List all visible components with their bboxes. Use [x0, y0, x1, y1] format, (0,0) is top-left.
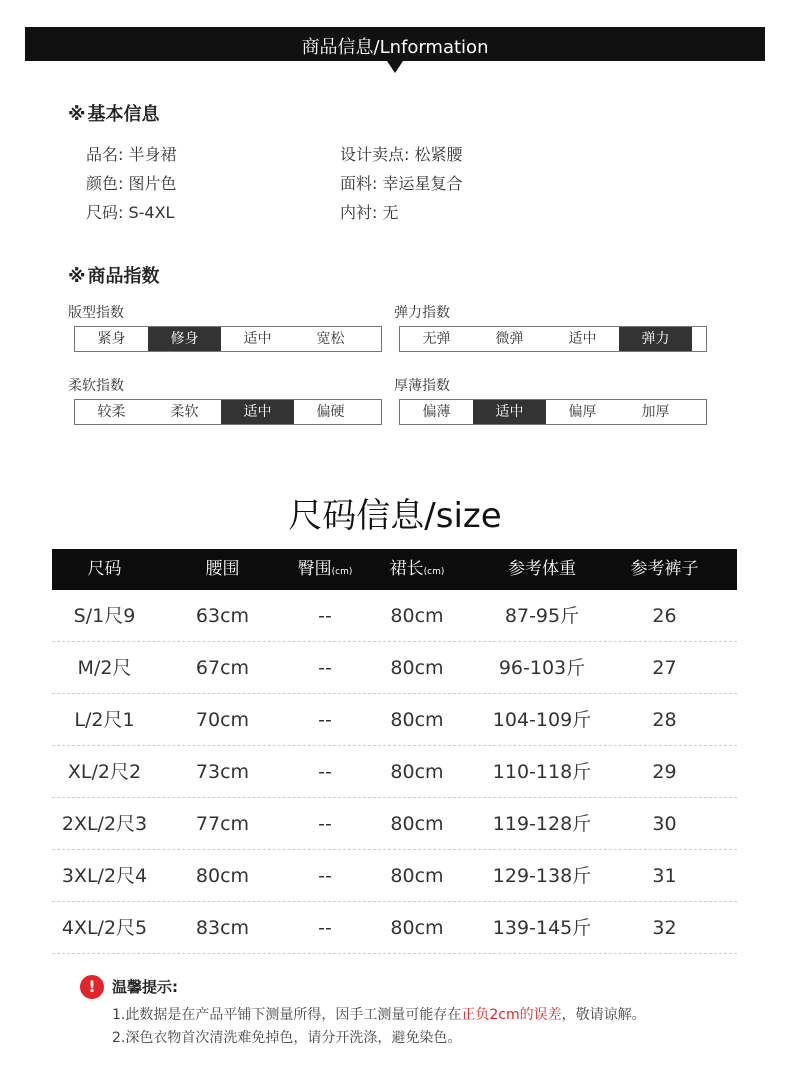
index-option: 偏薄 [422, 404, 451, 420]
cell-waist: 80cm [195, 865, 250, 887]
cell-weight: 96-103斤 [498, 657, 586, 679]
index-option: 较柔 [97, 404, 126, 420]
tip-note-2: 2.深色衣物首次清洗难免掉色，请分开洗涤，避免染色。 [112, 1030, 462, 1046]
index-option: 适中 [568, 331, 597, 347]
cell-pants: 30 [652, 813, 677, 835]
table-row [52, 746, 737, 798]
thickness-index-bar [399, 399, 707, 425]
fit-index-bar [74, 326, 382, 352]
softness-index-bar [74, 399, 382, 425]
table-row [52, 590, 737, 642]
stretch-index-title: 弹力指数 [394, 305, 450, 321]
cell-waist: 83cm [195, 917, 250, 939]
cell-size: L/2尺1 [74, 709, 135, 731]
cell-hip: -- [318, 605, 332, 627]
tip-note-1-highlight: 正负2cm的误差 [461, 1007, 562, 1023]
index-option: 偏厚 [568, 404, 597, 420]
col-header-size [52, 549, 157, 590]
index-option-active: 适中 [221, 400, 294, 424]
col-header-pants [612, 549, 717, 590]
cell-pants: 32 [652, 917, 677, 939]
tip-note-1 [112, 1004, 646, 1024]
col-header-label: 裙长 [389, 559, 424, 579]
info-color: 颜色: 图片色 [86, 174, 177, 193]
cell-length: 80cm [390, 605, 444, 627]
tip-note-1-prefix: 1.此数据是在产品平铺下测量所得，因手工测量可能存在 [112, 1007, 462, 1023]
cell-size: M/2尺 [77, 657, 132, 679]
cell-hip: -- [318, 813, 332, 835]
cell-hip: -- [318, 761, 332, 783]
cell-weight: 87-95斤 [504, 605, 580, 627]
col-header-label: 臀围 [297, 559, 332, 579]
cell-hip: -- [318, 917, 332, 939]
cell-length: 80cm [390, 657, 444, 679]
info-banner [25, 27, 765, 61]
col-header-waist [170, 549, 275, 590]
cell-waist: 73cm [195, 761, 250, 783]
cell-waist: 63cm [195, 605, 250, 627]
size-section-title: 尺码信息/size [288, 496, 502, 536]
index-option: 适中 [243, 331, 272, 347]
table-row [52, 850, 737, 902]
cell-size: 3XL/2尺4 [61, 865, 148, 887]
product-index-heading [68, 262, 160, 288]
table-row [52, 642, 737, 694]
cell-weight: 129-138斤 [492, 865, 592, 887]
index-option-active: 修身 [148, 327, 221, 351]
cell-length: 80cm [390, 761, 444, 783]
col-header-label: 腰围 [205, 559, 240, 579]
info-fabric: 面料: 幸运星复合 [340, 174, 463, 193]
info-product-name: 品名: 半身裙 [86, 145, 177, 164]
size-table-header [52, 549, 737, 590]
cell-pants: 29 [652, 761, 677, 783]
cell-size: XL/2尺2 [67, 761, 142, 783]
table-row [52, 902, 737, 954]
col-header-unit: (cm) [331, 567, 353, 577]
col-header-label: 参考体重 [508, 559, 576, 579]
product-index-heading-text: 商品指数 [87, 266, 160, 287]
reference-mark: ※ [68, 104, 86, 125]
cell-length: 80cm [390, 865, 444, 887]
cell-length: 80cm [390, 709, 444, 731]
index-option: 宽松 [316, 331, 345, 347]
stretch-index-bar [399, 326, 707, 352]
cell-size: 4XL/2尺5 [61, 917, 148, 939]
reference-mark: ※ [68, 266, 86, 287]
tip-note-1-suffix: ，敬请谅解。 [561, 1007, 646, 1023]
cell-hip: -- [318, 865, 332, 887]
cell-pants: 27 [652, 657, 677, 679]
cell-weight: 139-145斤 [492, 917, 592, 939]
col-header-label: 参考裤子 [630, 559, 699, 579]
cell-pants: 26 [652, 605, 677, 627]
banner-title: 商品信息/Lnformation [301, 37, 489, 58]
basic-info-heading-text: 基本信息 [87, 104, 160, 125]
cell-pants: 31 [652, 865, 677, 887]
col-header-label: 尺码 [87, 559, 122, 579]
thickness-index-title: 厚薄指数 [394, 378, 450, 394]
cell-size: S/1尺9 [73, 605, 136, 627]
softness-index-title: 柔软指数 [68, 378, 124, 394]
index-option: 柔软 [170, 404, 199, 420]
banner-arrow [387, 61, 403, 73]
table-row [52, 798, 737, 850]
fit-index-title: 版型指数 [68, 305, 124, 321]
index-option-active: 适中 [473, 400, 546, 424]
basic-info-heading [68, 100, 160, 126]
col-header-unit: (cm) [423, 567, 445, 577]
cell-hip: -- [318, 709, 332, 731]
col-header-weight [477, 549, 607, 590]
index-option: 微弹 [495, 331, 524, 347]
index-option-active: 弹力 [619, 327, 692, 351]
info-lining: 内衬: 无 [340, 203, 399, 222]
tips-title: 温馨提示: [112, 978, 178, 996]
cell-waist: 67cm [195, 657, 250, 679]
cell-length: 80cm [390, 813, 444, 835]
index-option: 加厚 [641, 404, 670, 420]
cell-weight: 119-128斤 [492, 813, 592, 835]
cell-waist: 77cm [195, 813, 250, 835]
index-option: 紧身 [97, 331, 126, 347]
info-size-range: 尺码: S-4XL [86, 203, 175, 222]
table-row [52, 694, 737, 746]
cell-weight: 110-118斤 [492, 761, 592, 783]
cell-length: 80cm [390, 917, 444, 939]
cell-waist: 70cm [195, 709, 250, 731]
cell-size: 2XL/2尺3 [61, 813, 148, 835]
cell-hip: -- [318, 657, 332, 679]
info-design-feature: 设计卖点: 松紧腰 [340, 145, 463, 164]
cell-pants: 28 [652, 709, 677, 731]
cell-weight: 104-109斤 [492, 709, 592, 731]
index-option: 偏硬 [316, 404, 345, 420]
exclamation-icon: ! [80, 975, 104, 999]
col-header-length [362, 549, 472, 590]
index-option: 无弹 [422, 331, 451, 347]
